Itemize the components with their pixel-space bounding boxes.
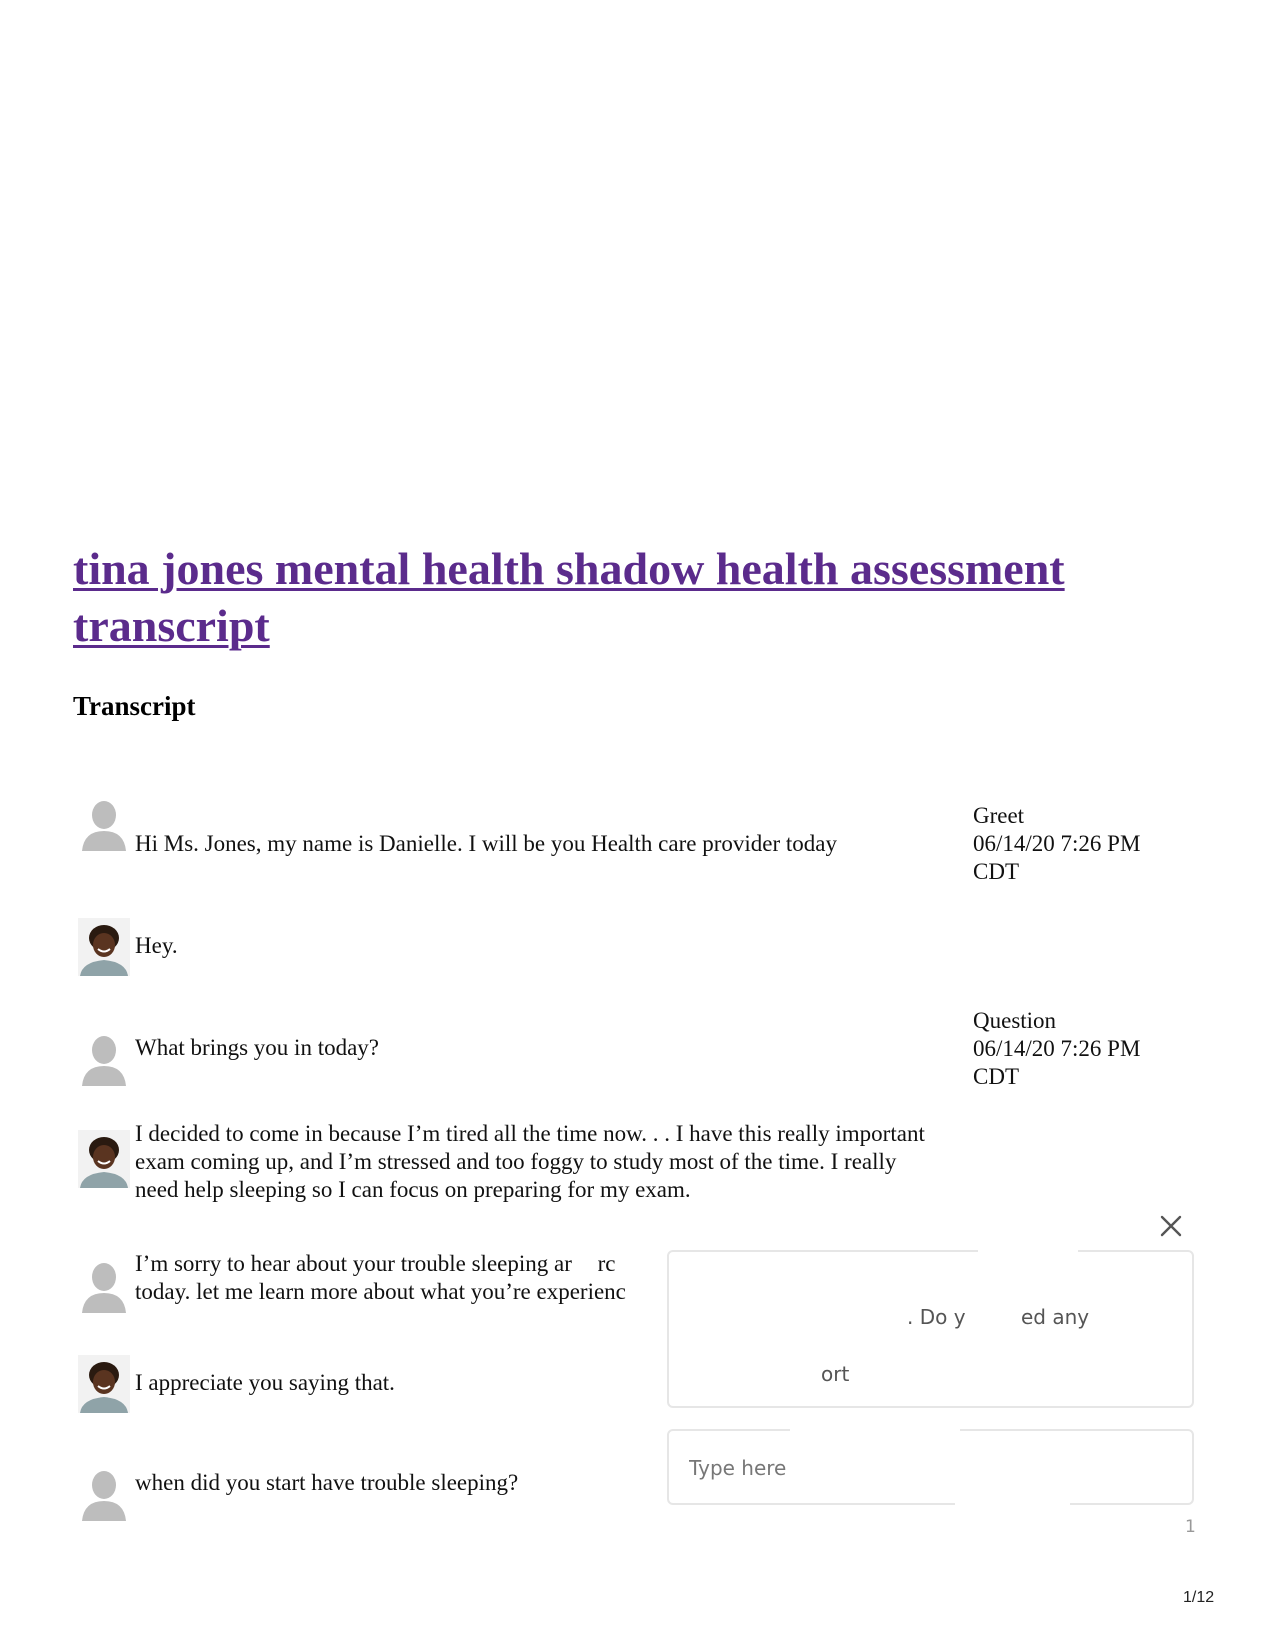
message-text: I decided to come in because I’m tired all the time now. . . I have this really important exam coming up, and I’m stressed and too foggy to study most of the time. I really need help sleeping so I can focus on preparing for my exam. [135,1121,925,1202]
message-category: Question [973,1008,1057,1033]
message-line-1-tail: rc [597,1251,616,1276]
section-heading: Transcript [73,691,196,721]
message-text: Hi Ms. Jones, my name is Danielle. I will be you Health care provider today [135,831,837,856]
message-text: Hey. [135,933,178,958]
overlay-mask [978,1240,1078,1258]
provider-avatar-icon [78,793,130,851]
message-text: I appreciate you saying that. [135,1370,395,1395]
provider-avatar-icon [78,1028,130,1086]
close-icon[interactable] [1157,1212,1185,1240]
message-text: when did you start have trouble sleeping? [135,1470,519,1495]
message-text [135,1250,675,1306]
chat-input[interactable] [687,1449,1171,1487]
chat-text-fragment: . Do y [907,1305,966,1329]
overlay-mask [790,1418,960,1432]
message-category: Greet [973,803,1025,828]
message-text: What brings you in today? [135,1035,380,1060]
message-timezone: CDT [973,1064,1019,1089]
message-line-1: I’m sorry to hear about your trouble sleeping ar [135,1251,572,1276]
patient-avatar-icon [78,918,130,976]
message-date: 06/14/20 7:26 PM [973,1036,1141,1061]
chat-text-fragment: ed any [1021,1305,1090,1329]
patient-avatar-icon [78,1355,130,1413]
chat-input-box[interactable] [667,1429,1194,1505]
document-title-link[interactable]: tina jones mental health shadow health assessment transcript [73,543,1065,651]
patient-avatar-icon [78,1130,130,1188]
page-indicator: 1/12 [1183,1589,1215,1606]
provider-avatar-icon [78,1463,130,1521]
message-line-2: today. let me learn more about what you’re experienc [135,1279,626,1304]
overlay-mask [955,1503,1070,1511]
chat-counter: 1 [1185,1517,1196,1537]
message-date: 06/14/20 7:26 PM [973,831,1141,856]
message-meta [973,802,1193,886]
provider-avatar-icon [78,1255,130,1313]
message-timezone: CDT [973,859,1019,884]
chat-message-card [667,1250,1194,1408]
message-meta [973,1007,1193,1091]
chat-text-fragment: ort [821,1362,850,1386]
